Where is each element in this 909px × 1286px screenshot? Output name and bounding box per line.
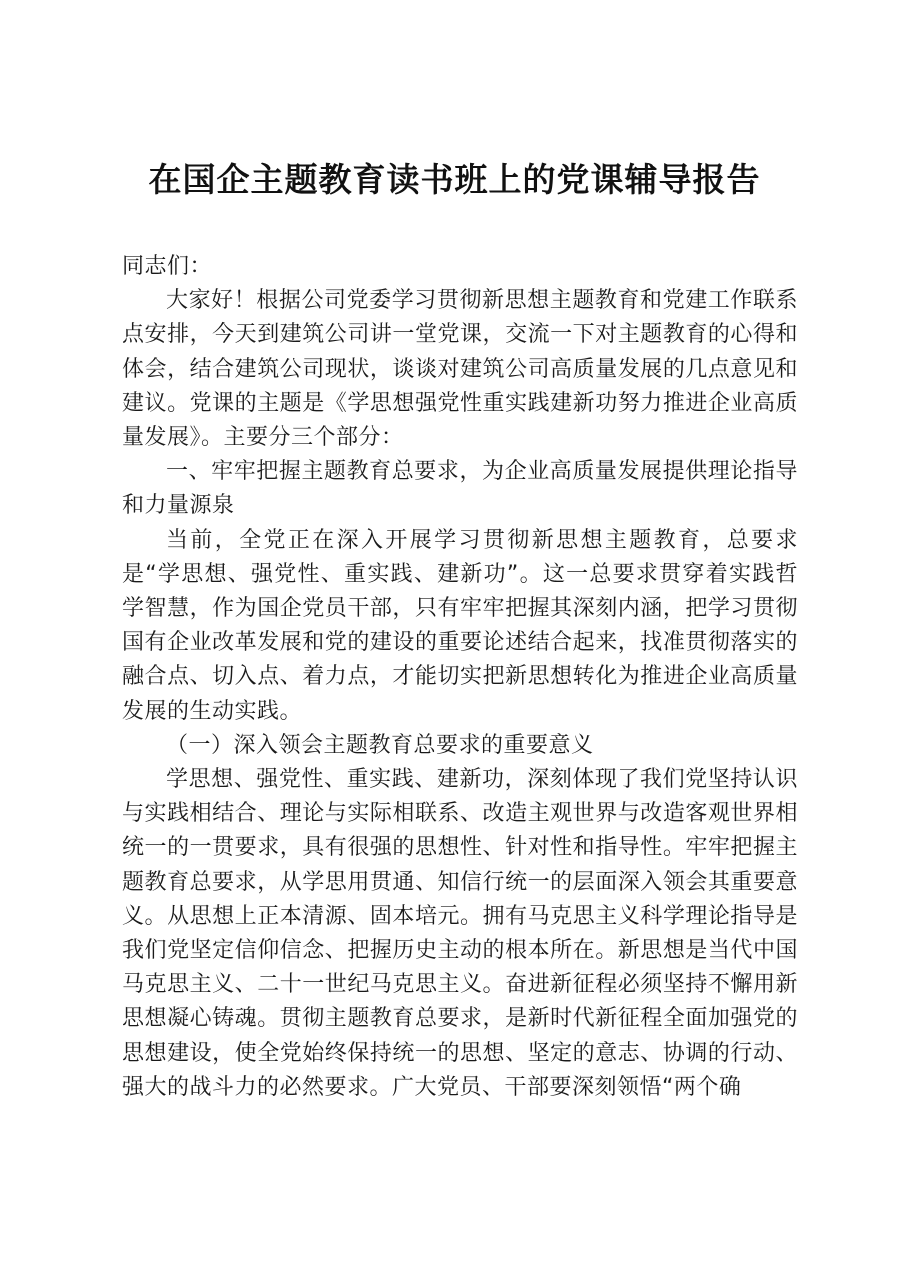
paragraph-section-1: 当前，全党正在深入开展学习贯彻新思想主题教育，总要求是“学思想、强党性、重实践、建新功”。这一总要求贯穿着实践哲学智慧，作为国企党员干部，只有牢牢把握其深刻内涵，把学习贯彻国有企业改革发展和党的建设的重要论述结合起来，找准贯彻落实的融合点、切入点、着力点，才能切实把新思想转化为推进企业高质量发展的生动实践。: [122, 527, 798, 724]
document-body: [122, 250, 798, 1105]
document-title: 在国企主题教育读书班上的党课辅导报告: [148, 160, 761, 199]
paragraph-subsection-1: 学思想、强党性、重实践、建新功，深刻体现了我们党坚持认识与实践相结合、理论与实际相联系、改造主观世界与改造客观世界相统一的一贯要求，具有很强的思想性、针对性和指导性。牢牢把握主题教育总要求，从学思用贯通、知信行统一的层面深入领会其重要意义。从思想上正本清源、固本培元。拥有马克思主义科学理论指导是我们党坚定信仰信念、把握历史主动的根本所在。新思想是当代中国马克思主义、二十一世纪马克思主义。奋进新征程必须坚持不懈用新思想凝心铸魂。贯彻主题教育总要求，是新时代新征程全面加强党的思想建设，使全党始终保持统一的思想、坚定的意志、协调的行动、强大的战斗力的必然要求。广大党员、干部要深刻领悟“两个确: [122, 767, 798, 1100]
paragraph-intro: 大家好！根据公司党委学习贯彻新思想主题教育和党建工作联系点安排，今天到建筑公司讲一堂党课，交流一下对主题教育的心得和体会，结合建筑公司现状，谈谈对建筑公司高质量发展的几点意见和建议。党课的主题是《学思想强党性重实践建新功努力推进企业高质量发展》。主要分三个部分：: [122, 288, 798, 451]
subsection-heading-1: （一）深入领会主题教育总要求的重要意义: [166, 732, 594, 758]
section-heading-1: 一、牢牢把握主题教育总要求，为企业高质量发展提供理论指导和力量源泉: [122, 459, 798, 519]
salutation: 同志们：: [122, 254, 213, 279]
